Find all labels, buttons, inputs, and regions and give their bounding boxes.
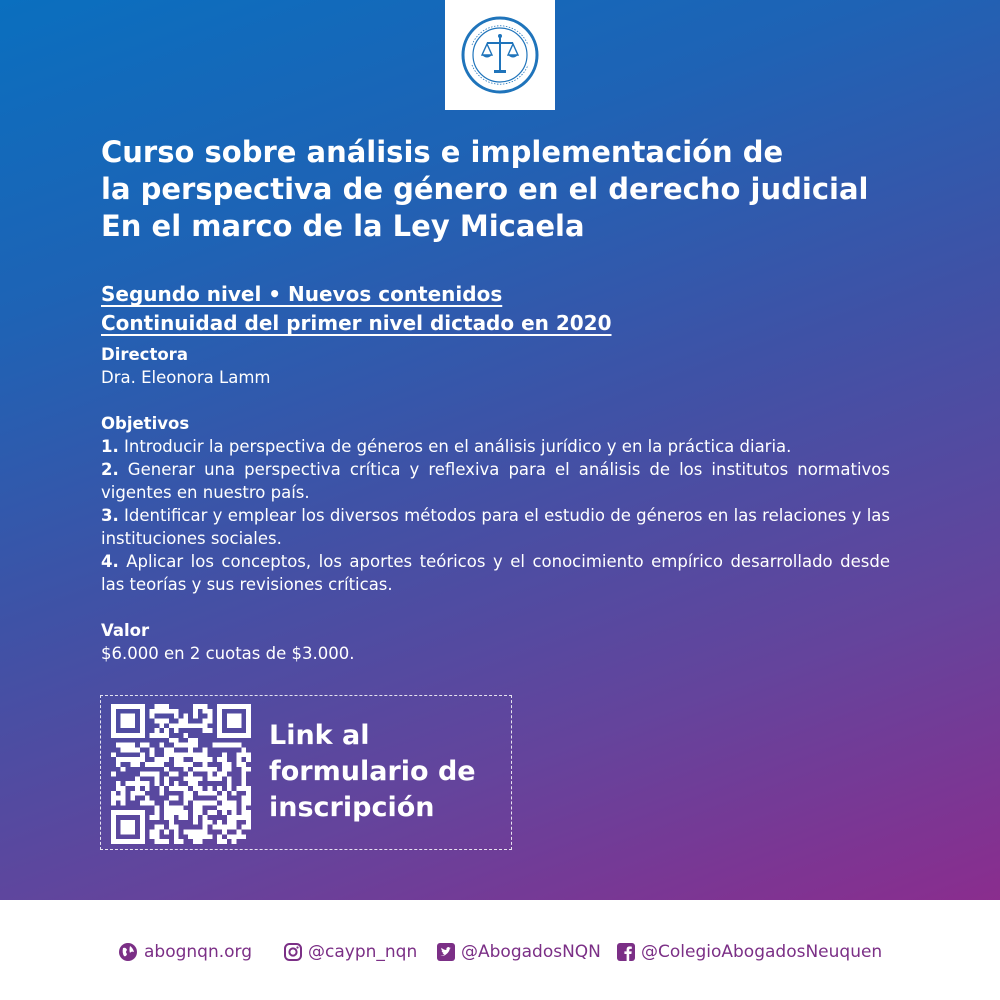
footer-facebook[interactable] bbox=[617, 942, 882, 962]
objetivo-item-1 bbox=[101, 435, 890, 458]
objetivo-item-3 bbox=[101, 504, 890, 550]
subtitle-line-2: Continuidad del primer nivel dictado en 2020 bbox=[101, 311, 612, 335]
qr-line-1: Link al bbox=[269, 720, 370, 751]
objetivos-heading: Objetivos bbox=[101, 414, 190, 433]
objetivo-number: 1. bbox=[101, 437, 119, 456]
title-line-1: Curso sobre análisis e implementación de bbox=[101, 135, 784, 169]
course-info bbox=[101, 343, 890, 665]
course-title bbox=[101, 134, 901, 245]
footer-instagram[interactable] bbox=[284, 942, 417, 962]
directora-name: Dra. Eleonora Lamm bbox=[101, 368, 271, 387]
valor-text: $6.000 en 2 cuotas de $3.000. bbox=[101, 644, 355, 663]
footer-social-bar bbox=[0, 900, 1000, 1000]
valor-heading: Valor bbox=[101, 621, 150, 640]
objetivo-item-4 bbox=[101, 550, 890, 596]
colegio-seal-logo bbox=[460, 15, 540, 95]
directora-heading: Directora bbox=[101, 345, 188, 364]
footer-web[interactable] bbox=[118, 942, 252, 962]
facebook-handle[interactable]: @ColegioAbogadosNeuquen bbox=[641, 942, 883, 962]
globe-icon bbox=[118, 942, 138, 962]
instagram-handle[interactable]: @caypn_nqn bbox=[308, 942, 418, 962]
objetivo-number: 3. bbox=[101, 506, 119, 525]
twitter-handle[interactable]: @AbogadosNQN bbox=[461, 942, 601, 962]
footer-twitter[interactable] bbox=[437, 942, 601, 962]
registration-link-label[interactable] bbox=[269, 718, 476, 826]
qr-code-icon[interactable] bbox=[111, 704, 251, 844]
objetivo-number: 4. bbox=[101, 552, 119, 571]
logo-box bbox=[445, 0, 555, 110]
objetivo-number: 2. bbox=[101, 460, 119, 479]
objetivo-item-2 bbox=[101, 458, 890, 504]
objetivo-text: Introducir la perspectiva de géneros en el análisis jurídico y en la práctica diaria. bbox=[118, 437, 792, 456]
twitter-icon bbox=[437, 943, 455, 961]
instagram-icon bbox=[284, 943, 302, 961]
qr-line-2: formulario de bbox=[269, 756, 476, 787]
registration-link-box[interactable] bbox=[100, 695, 512, 850]
qr-line-3: inscripción bbox=[269, 792, 435, 823]
web-link[interactable]: abognqn.org bbox=[144, 942, 253, 962]
objetivo-text: Identificar y emplear los diversos métodos para el estudio de géneros en las relaciones y las instituciones sociales. bbox=[101, 506, 890, 548]
title-line-3: En el marco de la Ley Micaela bbox=[101, 209, 585, 243]
objetivo-text: Aplicar los conceptos, los aportes teóricos y el conocimiento empírico desarrollado desde las teorías y sus revisiones críticas. bbox=[101, 552, 890, 594]
objetivo-text: Generar una perspectiva crítica y reflexiva para el análisis de los institutos normativos vigentes en nuestro país. bbox=[101, 460, 890, 502]
title-line-2: la perspectiva de género en el derecho judicial bbox=[101, 172, 869, 206]
course-subtitle bbox=[101, 280, 901, 338]
subtitle-line-1: Segundo nivel • Nuevos contenidos bbox=[101, 282, 503, 306]
facebook-icon bbox=[617, 943, 635, 961]
